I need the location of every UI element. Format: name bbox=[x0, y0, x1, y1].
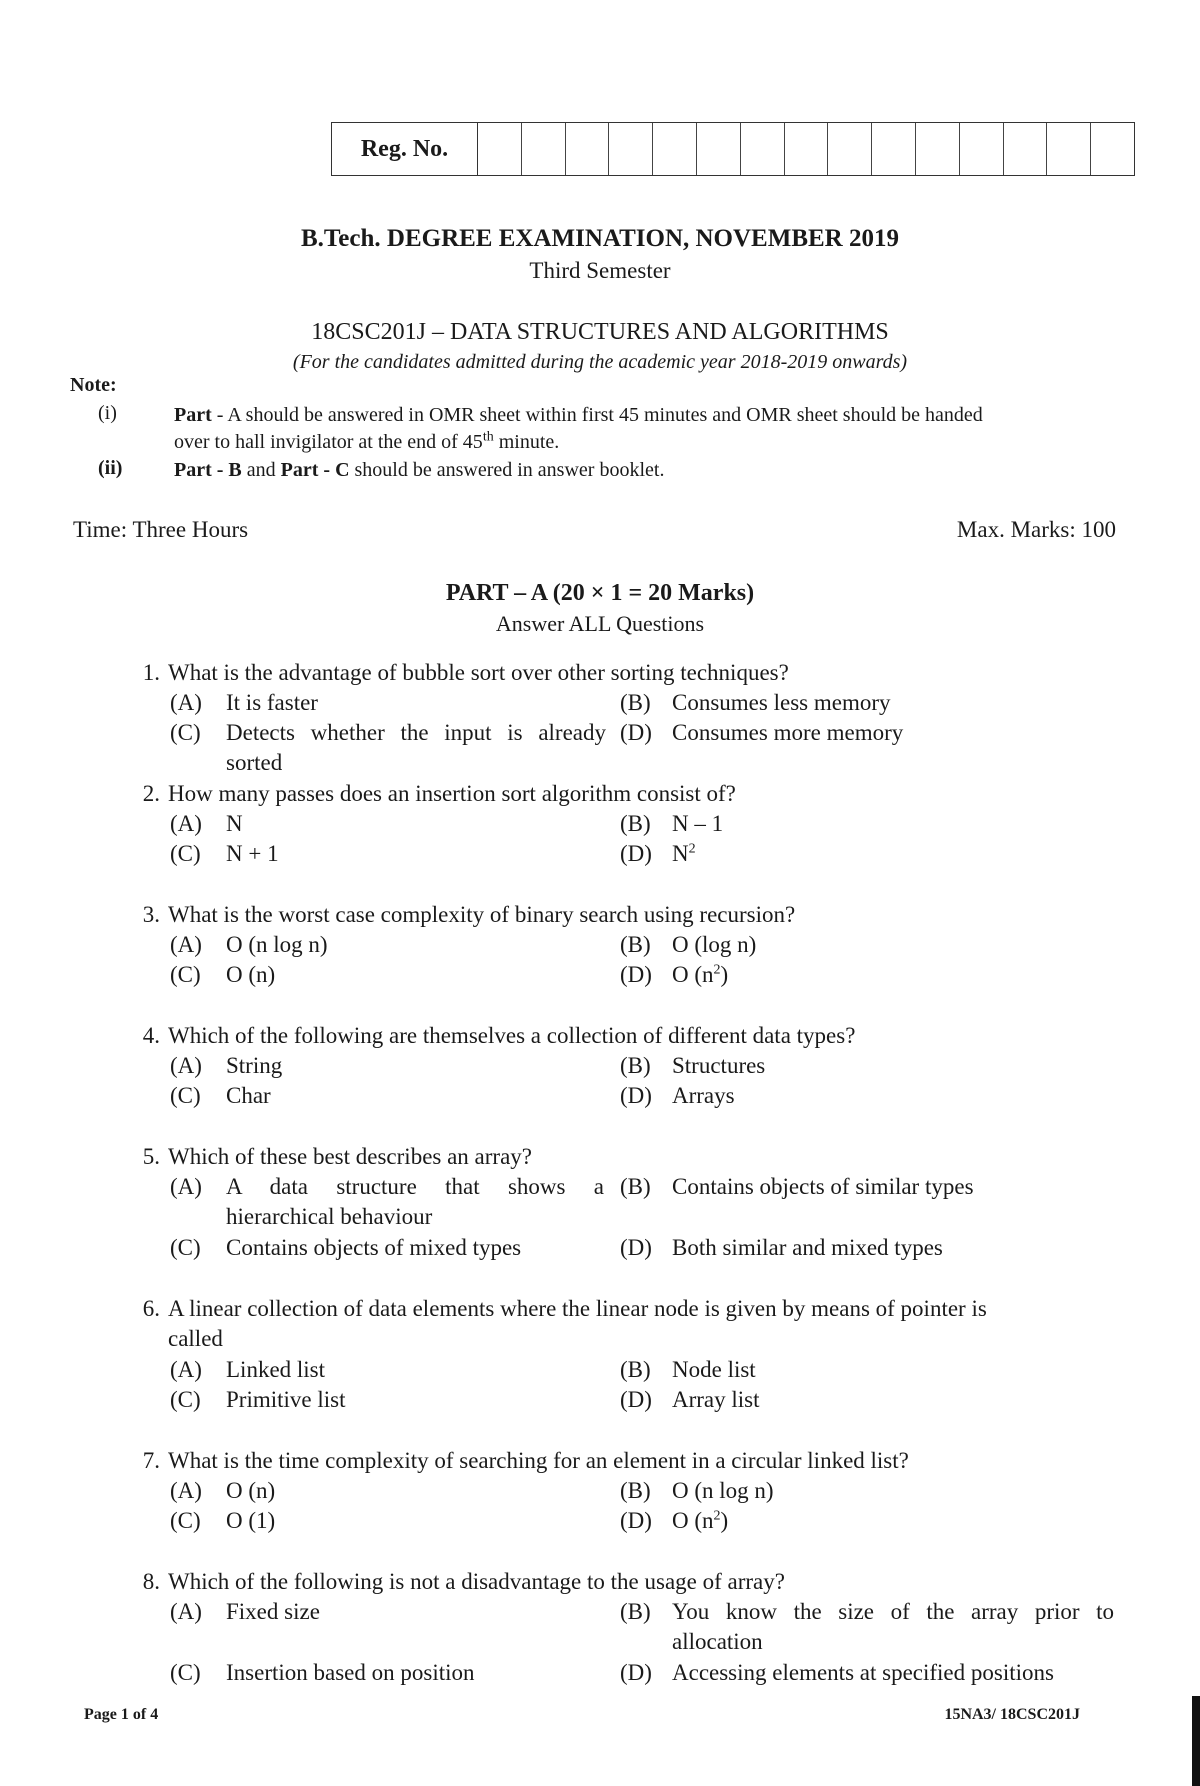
reg-no-cell[interactable] bbox=[522, 123, 566, 175]
option-text: Contains objects of similar types bbox=[672, 1174, 974, 1199]
note-bold: Part - C bbox=[280, 459, 350, 481]
option-text: Fixed size bbox=[226, 1599, 320, 1624]
option-text: N bbox=[226, 811, 243, 836]
question-number: 1. bbox=[142, 660, 160, 685]
option-label: (A) bbox=[170, 932, 202, 957]
note-label: Note: bbox=[70, 374, 117, 396]
option-label: (A) bbox=[170, 1599, 202, 1624]
reg-no-cell[interactable] bbox=[916, 123, 960, 175]
question-stem: A linear collection of data elements where the linear node is given by means of pointer is bbox=[168, 1296, 987, 1321]
option-label: (B) bbox=[620, 1478, 651, 1503]
option-label: (D) bbox=[620, 1660, 652, 1685]
option-label: (A) bbox=[170, 1053, 202, 1078]
option-label: (D) bbox=[620, 1083, 652, 1108]
note-text: - A should be answered in OMR sheet within first 45 minutes and OMR sheet should be handed bbox=[211, 404, 983, 426]
note-text: over to hall invigilator at the end of 45 bbox=[174, 431, 483, 453]
option-text: Contains objects of mixed types bbox=[226, 1235, 522, 1260]
exam-title: B.Tech. DEGREE EXAMINATION, NOVEMBER 2019 bbox=[301, 225, 899, 252]
reg-no-cell[interactable] bbox=[609, 123, 653, 175]
option-text: O (n) bbox=[226, 962, 276, 987]
reg-no-cell[interactable] bbox=[1004, 123, 1048, 175]
option-label: (A) bbox=[170, 1478, 202, 1503]
option-text-end: ) bbox=[720, 962, 729, 987]
option-label: (B) bbox=[620, 932, 651, 957]
option-text: O (log n) bbox=[672, 932, 757, 957]
option-text: O (n log n) bbox=[672, 1478, 774, 1503]
option-text: Primitive list bbox=[226, 1387, 346, 1412]
option-text: O (n log n) bbox=[226, 932, 328, 957]
option-label: (C) bbox=[170, 720, 201, 745]
option-label: (D) bbox=[620, 1387, 652, 1412]
reg-no-box bbox=[331, 122, 1135, 176]
option-label: (D) bbox=[620, 962, 652, 987]
option-text: O (n) bbox=[226, 1478, 276, 1503]
option-text: N + 1 bbox=[226, 841, 279, 866]
option-label: (C) bbox=[170, 1235, 201, 1260]
course-title: 18CSC201J – DATA STRUCTURES AND ALGORITHMS bbox=[311, 319, 889, 345]
option-text: N – 1 bbox=[672, 811, 724, 836]
question-number: 2. bbox=[142, 781, 160, 806]
option-label: (C) bbox=[170, 841, 201, 866]
note-num: (ii) bbox=[98, 457, 123, 479]
part-a-instruction: Answer ALL Questions bbox=[495, 611, 705, 636]
note-bold: Part - B bbox=[174, 459, 242, 481]
reg-no-cell[interactable] bbox=[478, 123, 522, 175]
option-label: (A) bbox=[170, 690, 202, 715]
option-text: Node list bbox=[672, 1357, 756, 1382]
question-number: 7. bbox=[142, 1448, 160, 1473]
question-stem: How many passes does an insertion sort algorithm consist of? bbox=[168, 781, 736, 806]
question-stem: What is the advantage of bubble sort over other sorting techniques? bbox=[168, 660, 789, 685]
page-number: Page 1 of 4 bbox=[84, 1706, 159, 1723]
option-label: (B) bbox=[620, 1053, 651, 1078]
option-text: Structures bbox=[672, 1053, 766, 1078]
option-text: A data structure that shows a bbox=[226, 1174, 604, 1199]
note-num: (i) bbox=[98, 402, 117, 424]
note-text: should be answered in answer booklet. bbox=[349, 459, 665, 481]
option-text: String bbox=[226, 1053, 283, 1078]
option-label: (C) bbox=[170, 1508, 201, 1533]
question-stem: Which of these best describes an array? bbox=[168, 1144, 533, 1169]
option-text: You know the size of the array prior to bbox=[672, 1599, 1114, 1624]
option-text: Insertion based on position bbox=[226, 1660, 475, 1685]
question-stem: Which of the following are themselves a collection of different data types? bbox=[168, 1023, 856, 1048]
option-label: (D) bbox=[620, 1235, 652, 1260]
reg-no-cell[interactable] bbox=[697, 123, 741, 175]
option-b-continued: allocation bbox=[672, 1629, 763, 1654]
question-stem: What is the time complexity of searching for an element in a circular linked list? bbox=[168, 1448, 909, 1473]
option-c-continued: sorted bbox=[226, 750, 283, 775]
note-sup: th bbox=[482, 429, 494, 445]
question-stem: Which of the following is not a disadvantage to the usage of array? bbox=[168, 1569, 785, 1594]
part-a-heading: PART – A (20 × 1 = 20 Marks) bbox=[445, 580, 755, 606]
option-label: (B) bbox=[620, 1174, 651, 1199]
max-marks: Max. Marks: 100 bbox=[956, 517, 1116, 542]
option-label: (B) bbox=[620, 811, 651, 836]
option-text: N bbox=[672, 841, 689, 866]
note-item-1 bbox=[174, 402, 1126, 456]
reg-no-cell[interactable] bbox=[785, 123, 829, 175]
option-text: Both similar and mixed types bbox=[672, 1235, 943, 1260]
question-number: 3. bbox=[142, 902, 160, 927]
option-text: Arrays bbox=[672, 1083, 735, 1108]
superscript: 2 bbox=[688, 841, 696, 857]
option-label: (A) bbox=[170, 1357, 202, 1382]
option-label: (A) bbox=[170, 1174, 202, 1199]
option-text: It is faster bbox=[226, 690, 318, 715]
option-text: Char bbox=[226, 1083, 271, 1108]
option-text: Accessing elements at specified positions bbox=[672, 1660, 1054, 1685]
scan-edge-mark bbox=[1192, 1696, 1200, 1786]
reg-no-cell[interactable] bbox=[872, 123, 916, 175]
option-text: O (n bbox=[672, 1508, 714, 1533]
option-label: (B) bbox=[620, 1599, 651, 1624]
question-stem: What is the worst case complexity of binary search using recursion? bbox=[168, 902, 796, 927]
option-label: (C) bbox=[170, 962, 201, 987]
option-label: (D) bbox=[620, 1508, 652, 1533]
reg-no-cell[interactable] bbox=[960, 123, 1004, 175]
note-item-2 bbox=[174, 457, 664, 484]
exam-duration: Time: Three Hours bbox=[73, 517, 249, 542]
note-bold: Part bbox=[174, 404, 212, 426]
reg-no-cell[interactable] bbox=[741, 123, 785, 175]
option-label: (D) bbox=[620, 720, 652, 745]
reg-no-cell[interactable] bbox=[1091, 123, 1134, 175]
option-label: (D) bbox=[620, 841, 652, 866]
question-stem-continued: called bbox=[168, 1326, 223, 1351]
question-number: 8. bbox=[142, 1569, 160, 1594]
option-label: (C) bbox=[170, 1660, 201, 1685]
option-label: (A) bbox=[170, 811, 202, 836]
option-text: Consumes less memory bbox=[672, 690, 891, 715]
superscript: 2 bbox=[713, 962, 721, 978]
question-number: 4. bbox=[142, 1023, 160, 1048]
note-text: minute. bbox=[493, 431, 560, 453]
reg-no-cell[interactable] bbox=[1047, 123, 1091, 175]
option-text: Linked list bbox=[226, 1357, 326, 1382]
option-text: O (1) bbox=[226, 1508, 276, 1533]
option-label: (C) bbox=[170, 1083, 201, 1108]
option-text: Array list bbox=[672, 1387, 760, 1412]
reg-no-label: Reg. No. bbox=[332, 123, 478, 175]
paper-code: 15NA3/ 18CSC201J bbox=[944, 1706, 1080, 1723]
question-number: 5. bbox=[142, 1144, 160, 1169]
option-text: Detects whether the input is already bbox=[226, 720, 606, 745]
option-label: (B) bbox=[620, 1357, 651, 1382]
question-number: 6. bbox=[142, 1296, 160, 1321]
reg-no-cell[interactable] bbox=[653, 123, 697, 175]
option-label: (B) bbox=[620, 690, 651, 715]
option-text: Consumes more memory bbox=[672, 720, 904, 745]
batch-note: (For the candidates admitted during the academic year 2018-2019 onwards) bbox=[292, 351, 908, 373]
option-text: O (n bbox=[672, 962, 714, 987]
option-label: (C) bbox=[170, 1387, 201, 1412]
semester: Third Semester bbox=[529, 258, 671, 283]
option-a-continued: hierarchical behaviour bbox=[226, 1204, 433, 1229]
reg-no-cell[interactable] bbox=[566, 123, 610, 175]
reg-no-cell[interactable] bbox=[828, 123, 872, 175]
option-text-end: ) bbox=[720, 1508, 729, 1533]
superscript: 2 bbox=[713, 1508, 721, 1524]
note-text: and bbox=[241, 459, 281, 481]
